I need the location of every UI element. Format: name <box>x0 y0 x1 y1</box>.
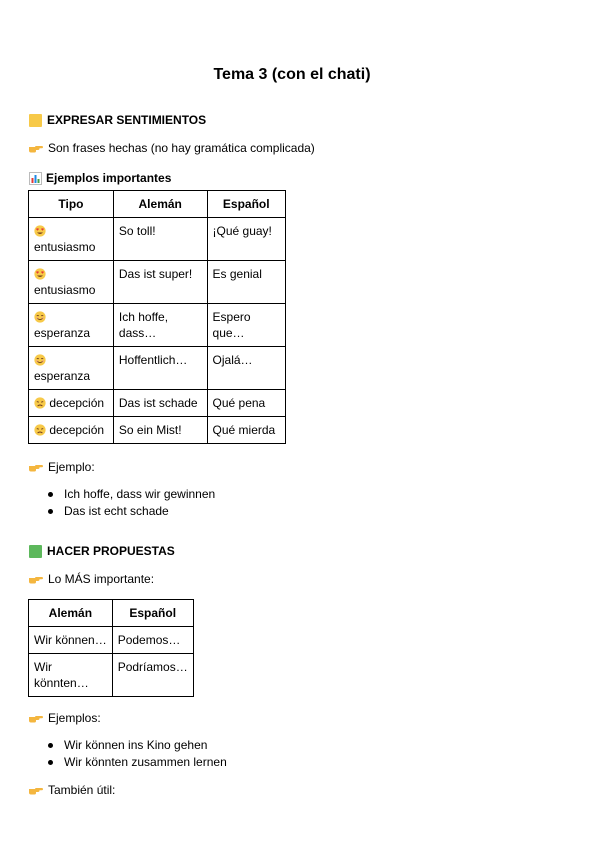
table-cell: So toll! <box>113 218 207 261</box>
column-header: Tipo <box>29 191 114 218</box>
table-cell: Ich hoffe, dass… <box>113 304 207 347</box>
note-line <box>29 571 154 587</box>
note-line <box>29 140 315 156</box>
table-cell: Das ist super! <box>113 261 207 304</box>
note-text: Son frases hechas (no hay gramática complicada) <box>48 141 315 155</box>
also-useful-line <box>29 782 115 798</box>
also-useful-label: También útil: <box>48 783 116 797</box>
heart-eyes-emoji-icon <box>34 225 46 237</box>
table-header-row <box>29 191 286 218</box>
table-cell: Hoffentlich… <box>113 347 207 390</box>
example-list <box>46 737 227 771</box>
table-row <box>29 390 286 417</box>
table-cell <box>29 261 114 304</box>
table-cell: Das ist schade <box>113 390 207 417</box>
pointing-hand-icon <box>29 462 43 473</box>
table-row <box>29 627 194 654</box>
table-cell: Wir können… <box>29 627 113 654</box>
column-header: Alemán <box>29 600 113 627</box>
list-item: Wir können ins Kino gehen <box>46 737 227 754</box>
table-cell: Qué pena <box>207 390 285 417</box>
column-header: Español <box>207 191 285 218</box>
tipo-label: entusiasmo <box>34 283 96 297</box>
table-cell: So ein Mist! <box>113 417 207 444</box>
pointing-hand-icon <box>29 785 43 796</box>
example-label: Ejemplos: <box>48 711 101 725</box>
column-header: Español <box>112 600 193 627</box>
pointing-hand-icon <box>29 143 43 154</box>
table-cell: Es genial <box>207 261 285 304</box>
table-cell: Qué mierda <box>207 417 285 444</box>
table-row <box>29 304 286 347</box>
disappointed-face-emoji-icon <box>34 397 46 409</box>
pointing-hand-icon <box>29 713 43 724</box>
tipo-label: esperanza <box>34 326 91 340</box>
table-row <box>29 261 286 304</box>
table-row <box>29 654 194 697</box>
section-heading-label: HACER PROPUESTAS <box>47 544 175 558</box>
table-header-row <box>29 600 194 627</box>
example-label-line <box>29 459 95 475</box>
pointing-hand-icon <box>29 574 43 585</box>
section-heading-propuestas <box>29 543 175 559</box>
table-row <box>29 218 286 261</box>
tipo-label: esperanza <box>34 369 91 383</box>
bar-chart-icon <box>29 172 42 185</box>
table-cell: ¡Qué guay! <box>207 218 285 261</box>
list-item: Das ist echt schade <box>46 503 215 520</box>
note-text: Lo MÁS importante: <box>48 572 155 586</box>
section-heading-expresar <box>29 112 206 128</box>
smiling-face-emoji-icon <box>34 354 46 366</box>
table-cell: Espero que… <box>207 304 285 347</box>
page-title: Tema 3 (con el chati) <box>213 66 371 83</box>
list-item: Wir könnten zusammen lernen <box>46 754 227 771</box>
table-cell <box>29 390 114 417</box>
section-heading-label: EXPRESAR SENTIMIENTOS <box>47 113 207 127</box>
table-cell <box>29 347 114 390</box>
tipo-label: entusiasmo <box>34 240 96 254</box>
example-label-line <box>29 710 101 726</box>
list-item: Ich hoffe, dass wir gewinnen <box>46 486 215 503</box>
heart-eyes-emoji-icon <box>34 268 46 280</box>
smiling-face-emoji-icon <box>34 311 46 323</box>
column-header: Alemán <box>113 191 207 218</box>
sentiments-table <box>28 190 286 444</box>
table-row <box>29 347 286 390</box>
table-cell: Podríamos… <box>112 654 193 697</box>
green-square-icon <box>29 545 42 558</box>
table-cell: Wir könnten… <box>29 654 113 697</box>
subheading-label: Ejemplos importantes <box>46 171 172 185</box>
proposals-table <box>28 599 194 697</box>
table-cell <box>29 304 114 347</box>
table-cell <box>29 218 114 261</box>
example-label: Ejemplo: <box>48 460 95 474</box>
tipo-label: decepción <box>49 396 105 410</box>
tipo-label: decepción <box>49 423 105 437</box>
disappointed-face-emoji-icon <box>34 424 46 436</box>
table-cell: Ojalá… <box>207 347 285 390</box>
table-row <box>29 417 286 444</box>
yellow-square-icon <box>29 114 42 127</box>
example-list <box>46 486 215 520</box>
table-cell: Podemos… <box>112 627 193 654</box>
table-cell <box>29 417 114 444</box>
subheading-ejemplos <box>29 170 171 186</box>
